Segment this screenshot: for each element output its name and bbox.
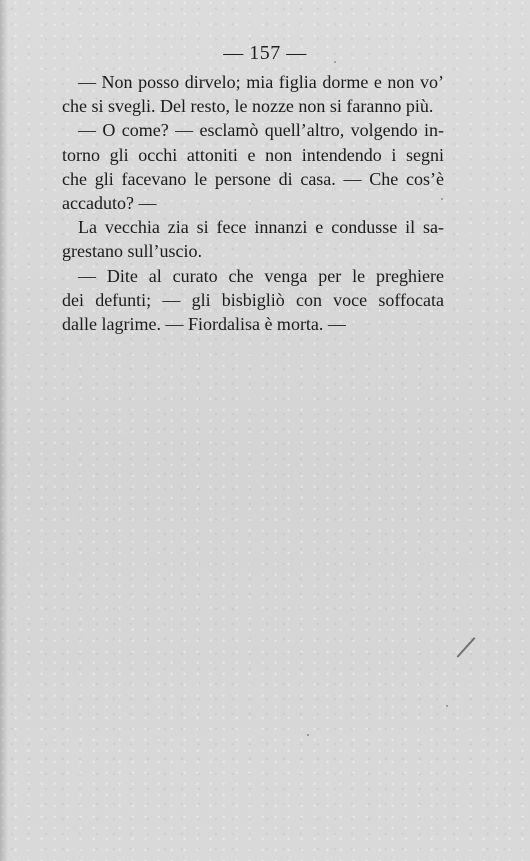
text-line: — Non posso dirvelo; mia figlia dorme e non vo’ xyxy=(78,72,444,92)
text-line: accaduto? — xyxy=(62,193,157,214)
page-text xyxy=(62,70,444,336)
paper-scratch xyxy=(457,637,476,658)
text-line: dalle lagrime. — Fiordalisa è morta. — xyxy=(62,314,346,335)
paragraph-1 xyxy=(62,70,444,118)
text-line: La vecchia zia si fece innanzi e condusse il sa- xyxy=(78,217,444,238)
text-line: che si svegli. Del resto, le nozze non si faranno più. xyxy=(62,96,434,117)
text-line: — Dite al curato che venga per le preghiere xyxy=(78,265,444,286)
paper-speck xyxy=(334,61,336,63)
paper-speck xyxy=(446,705,448,707)
page-number: — 157 — xyxy=(223,42,307,64)
paper-speck xyxy=(307,734,309,736)
paragraph-3 xyxy=(62,215,444,263)
paragraph-4 xyxy=(62,264,444,337)
text-line: grestano sull’uscio. xyxy=(62,241,202,262)
text-line: dei defunti; — gli bisbigliò con voce soffocata xyxy=(62,289,444,310)
text-line: che gli facevano le persone di casa. — Che cos’è xyxy=(62,168,444,189)
paragraph-2 xyxy=(62,118,444,215)
text-line: — O come? — esclamò quell’altro, volgendo in- xyxy=(78,120,444,141)
paper-speck xyxy=(441,198,443,200)
text-line: torno gli occhi attoniti e non intendendo i segni xyxy=(62,144,444,165)
